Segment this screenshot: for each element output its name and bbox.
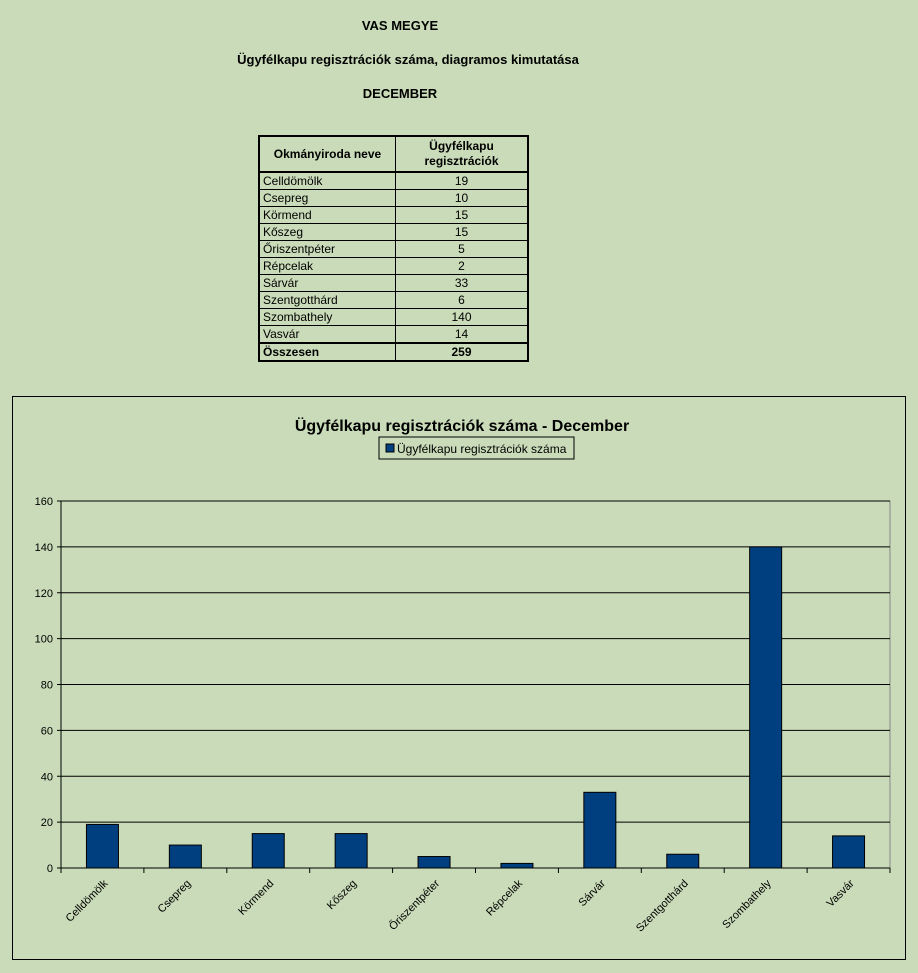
x-tick-label: Vasvár — [824, 877, 857, 910]
x-tick-label: Kőszeg — [324, 877, 360, 913]
x-tick-label: Répcelak — [484, 877, 526, 919]
y-tick-label: 20 — [40, 817, 53, 830]
registration-count: 14 — [396, 326, 529, 344]
bar — [667, 854, 699, 868]
plot-area — [35, 496, 890, 935]
y-tick-label: 160 — [34, 496, 53, 508]
bar — [418, 857, 450, 868]
x-tick-label: Sárvár — [576, 877, 608, 910]
office-name: Szombathely — [259, 309, 396, 326]
table-row — [259, 207, 528, 224]
table-row — [259, 224, 528, 241]
legend — [379, 437, 574, 459]
office-name: Szentgotthárd — [259, 292, 396, 309]
office-name: Sárvár — [259, 275, 396, 292]
office-name: Vasvár — [259, 326, 396, 344]
registration-count: 2 — [396, 258, 529, 275]
x-tick-label: Celldömölk — [63, 877, 111, 925]
office-name: Csepreg — [259, 190, 396, 207]
registration-count: 15 — [396, 224, 529, 241]
bar — [335, 834, 367, 868]
x-tick-label: Csepreg — [155, 877, 194, 916]
y-tick-label: 60 — [40, 725, 53, 738]
x-tick-label: Őriszentpéter — [386, 877, 443, 933]
table-row — [259, 172, 528, 190]
registrations-table — [258, 135, 529, 362]
table-row — [259, 258, 528, 275]
registration-count: 19 — [396, 172, 529, 190]
table-row — [259, 292, 528, 309]
total-value: 259 — [396, 343, 529, 361]
legend-swatch — [386, 444, 394, 452]
y-tick-label: 140 — [34, 541, 53, 554]
month-title: DECEMBER — [362, 86, 438, 101]
bar — [584, 792, 616, 868]
bar — [252, 834, 284, 868]
table-row — [259, 190, 528, 207]
table-row — [259, 326, 528, 344]
y-tick-label: 0 — [46, 863, 53, 875]
registration-count: 33 — [396, 275, 529, 292]
office-name: Répcelak — [259, 258, 396, 275]
bar-chart — [13, 397, 905, 959]
x-tick-label: Szentgotthárd — [633, 877, 691, 935]
registration-count: 15 — [396, 207, 529, 224]
registration-count: 140 — [396, 309, 529, 326]
report-subtitle: Ügyfélkapu regisztrációk száma, diagramos kimutatása — [237, 52, 579, 67]
bar — [86, 824, 118, 868]
y-tick-label: 80 — [40, 679, 53, 692]
legend-label: Ügyfélkapu regisztrációk száma — [397, 442, 567, 456]
y-tick-label: 120 — [34, 587, 53, 600]
table-row — [259, 275, 528, 292]
bar — [169, 845, 201, 868]
y-tick-label: 40 — [40, 771, 53, 784]
office-name: Őriszentpéter — [259, 241, 396, 258]
x-tick-label: Szombathely — [720, 877, 774, 932]
table-row — [259, 309, 528, 326]
office-name: Kőszeg — [259, 224, 396, 241]
bar — [833, 836, 865, 868]
registration-count: 6 — [396, 292, 529, 309]
office-name: Körmend — [259, 207, 396, 224]
chart-area — [12, 396, 906, 960]
bar — [750, 547, 782, 868]
table-row — [259, 241, 528, 258]
bar — [501, 863, 533, 868]
table-header-row — [259, 136, 528, 172]
office-name: Celldömölk — [259, 172, 396, 190]
registrations-header: Ügyfélkapu regisztrációk — [396, 136, 529, 172]
total-label: Összesen — [259, 343, 396, 361]
county-title: VAS MEGYE — [361, 18, 439, 33]
chart-title: Ügyfélkapu regisztrációk száma - December — [294, 418, 630, 435]
total-row — [259, 343, 528, 361]
registration-count: 5 — [396, 241, 529, 258]
y-tick-label: 100 — [34, 633, 53, 646]
office-name-header: Okmányiroda neve — [259, 136, 396, 172]
registration-count: 10 — [396, 190, 529, 207]
x-tick-label: Körmend — [236, 877, 277, 918]
